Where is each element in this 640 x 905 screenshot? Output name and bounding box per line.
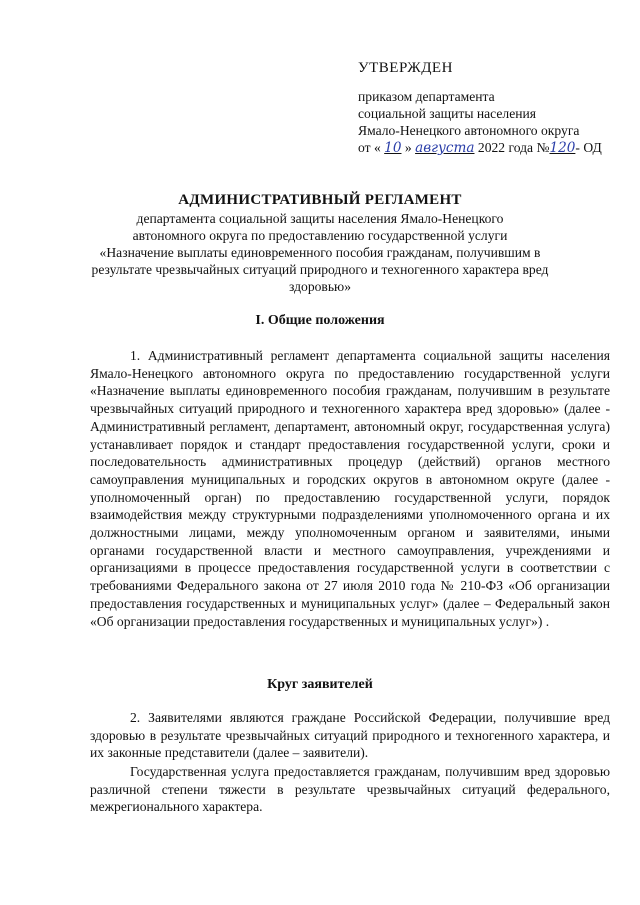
order-month: августа: [415, 140, 475, 156]
order-year: 2022 года №: [477, 140, 550, 155]
document-subtitle: [80, 210, 560, 295]
order-number: 120: [549, 140, 576, 156]
subtitle-line-1: департамента социальной защиты населения Ямало-Ненецкого: [136, 211, 504, 226]
paragraph-2-text: 2. Заявителями являются граждане Российской Федерации, получившие вред здоровью в результате чрезвычайных ситуаций природного и техногенного характера, и их законные представители (далее – заявители).: [90, 710, 610, 761]
order-suffix: - ОД: [575, 140, 602, 155]
order-line-2: социальной защиты населения: [358, 106, 537, 121]
order-prefix: от «: [358, 140, 381, 155]
order-line-3: Ямало-Ненецкого автономного округа: [358, 123, 580, 138]
paragraph-3-text: Государственная услуга предоставляется гражданам, получившим вред здоровью различной степени тяжести в результате чрезвычайных ситуаций федерального, межрегионального характера.: [90, 764, 610, 815]
order-line-1: приказом департамента: [358, 89, 495, 104]
paragraph-2: [90, 709, 610, 762]
paragraph-3: [90, 763, 610, 816]
order-day: 10: [384, 140, 402, 156]
order-date-line: [358, 140, 602, 156]
section-heading-applicants: Круг заявителей: [267, 677, 373, 692]
subtitle-line-4: результате чрезвычайных ситуаций природного и техногенного характера вред: [91, 262, 549, 277]
subtitle-line-2: автономного округа по предоставлению государственной услуги: [132, 228, 508, 243]
subtitle-line-5: здоровью»: [288, 279, 351, 294]
order-mid: »: [404, 140, 412, 155]
paragraph-1-text: 1. Административный регламент департамента социальной защиты населения Ямало-Ненецкого автономного округа по предоставлению государственной услуги «Назначение выплаты единовременного пособия гражданам, получившим в результате чрезвычайных ситуаций природного и техногенного характера вред здоровью» (далее - Административный регламент, департамент, автономный округ, государственная услуга) устанавливает порядок и стандарт предоставления государственной услуги, сроки и последовательность административных процедур (действий) органов местного самоуправления муниципальных и городских округов в автономном округе (далее - уполномоченный орган) по предоставлению государственной услуги, порядок взаимодействия между структурными подразделениями уполномоченного органа и их должностными лицами, между уполномоченным органом и заявителями, иными органами государственной власти и местного самоуправления, учреждениями и организациями в процессе предоставления государственной услуги в соответствии с требованиями Федерального закона от 27 июля 2010 года № 210-ФЗ «Об организации предоставления государственных и муниципальных услуг» (далее – Федеральный закон «Об организации предоставления государственных и муниципальных услуг») .: [90, 348, 610, 629]
paragraph-1: [90, 347, 610, 630]
section-heading-general: I. Общие положения: [255, 313, 385, 328]
document-title: АДМИНИСТРАТИВНЫЙ РЕГЛАМЕНТ: [178, 192, 462, 208]
subtitle-line-3: «Назначение выплаты единовременного пособия гражданам, получившим в: [99, 245, 541, 260]
approved-stamp: УТВЕРЖДЕН: [358, 60, 453, 76]
